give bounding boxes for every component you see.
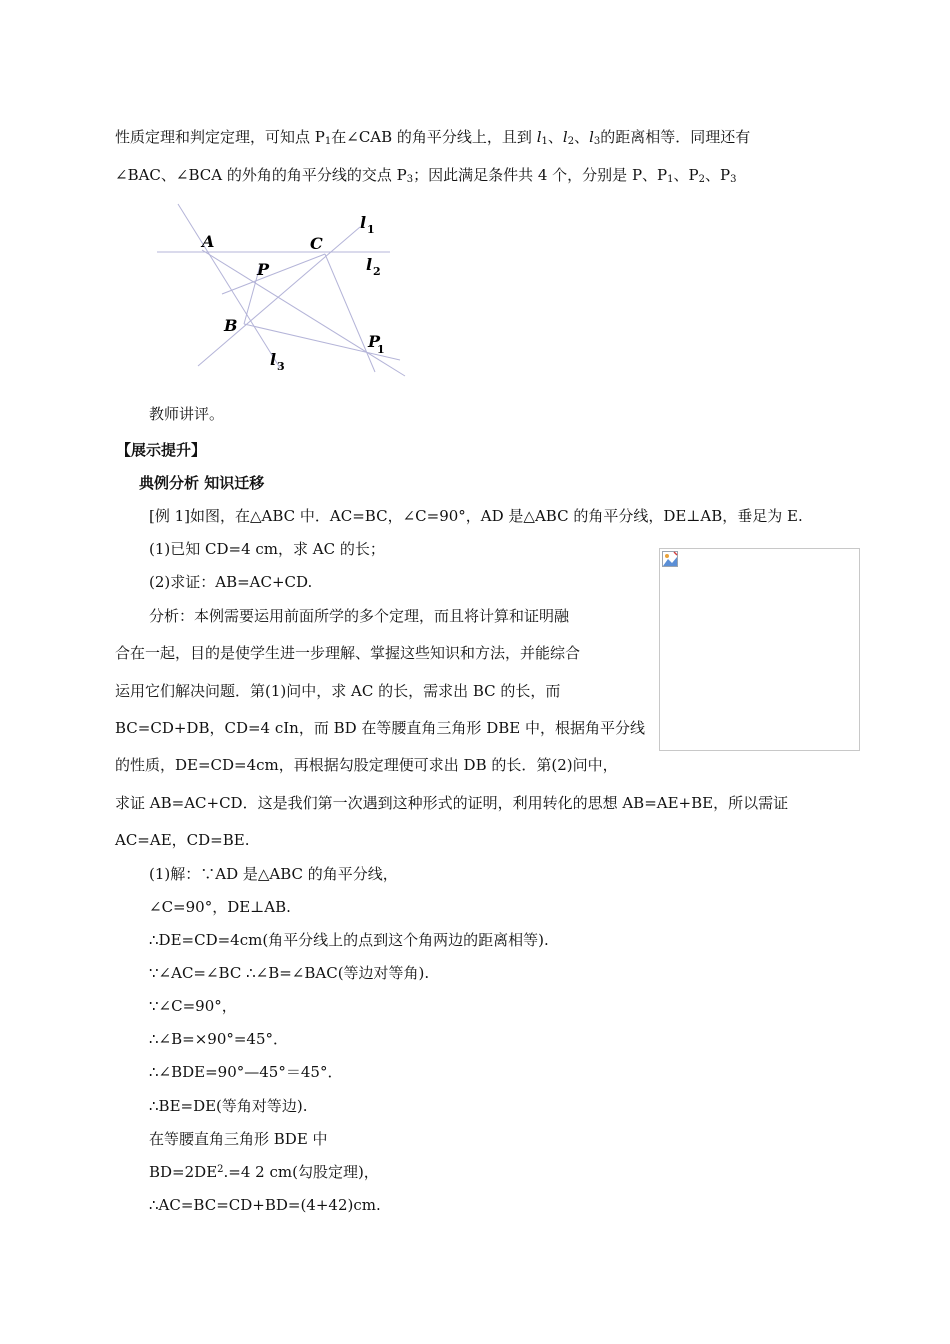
text: 性质定理和判定定理，可知点 P [115, 128, 325, 146]
text: 的距离相等．同理还有 [600, 128, 751, 146]
separator: 、 [547, 128, 563, 146]
subscript: 3 [406, 174, 414, 185]
analysis-line-2: 合在一起，目的是使学生进一步理解、掌握这些知识和方法，并能综合 [115, 644, 581, 662]
line-label-l1: l [536, 128, 542, 146]
separator: 、 [574, 128, 590, 146]
example-question-2: (2)求证：AB=AC+CD. [149, 573, 313, 591]
analysis-line-7: AC=AE，CD=BE. [115, 831, 250, 849]
sub-heading: 典例分析 知识迁移 [139, 474, 265, 492]
solution-step-bd [149, 1162, 379, 1182]
analysis-line-6: 求证 AB=AC+CD．这是我们第一次遇到这种形式的证明，利用转化的思想 AB=AE+BE，所以需证 [115, 794, 789, 812]
text: ∠BAC、∠BCA 的外角的角平分线的交点 P [115, 166, 407, 184]
point-label-c: C [310, 234, 323, 253]
solution-step-4: ∵∠AC=∠BC ∴∠B=∠BAC(等边对等角). [149, 964, 430, 982]
analysis-line-1: 分析：本例需要运用前面所学的多个定理，而且将计算和证明融 [149, 607, 570, 625]
point-label-p1-sub: 1 [377, 343, 385, 356]
geometry-figure [150, 200, 410, 380]
broken-image-icon [662, 551, 678, 567]
line-label-l2-sub: 2 [373, 265, 381, 278]
subscript: 1 [667, 174, 674, 185]
subscript: 1 [324, 136, 332, 147]
solution-step-1: (1)解：∵AD 是△ABC 的角平分线， [149, 865, 398, 883]
analysis-line-3: 运用它们解决问题．第(1)问中，求 AC 的长，需求出 BC 的长，而 [115, 682, 561, 700]
subscript: 2 [698, 174, 705, 185]
solution-step-3: ∴DE=CD=4cm(角平分线上的点到这个角两边的距离相等). [149, 931, 549, 949]
solution-step-9: 在等腰直角三角形 BDE 中 [149, 1130, 328, 1148]
point-label-b: B [224, 316, 238, 335]
solution-step-final: ∴AC=BC=CD+BD=(4+42)cm. [149, 1196, 381, 1214]
line-label-l1: l [360, 213, 367, 232]
line-label-l2: l [366, 255, 373, 274]
line-label-l3: l [270, 350, 277, 369]
text: .=4 2 cm(勾股定理)， [223, 1163, 379, 1181]
text: ；因此满足条件共 4 个，分别是 P、P [413, 166, 668, 184]
analysis-line-5: 的性质，DE=CD=4cm，再根据勾股定理便可求出 DB 的长．第(2)问中， [115, 756, 618, 774]
point-label-a: A [202, 232, 215, 251]
paragraph-line-2 [115, 165, 736, 185]
solution-step-8: ∴BE=DE(等角对等边). [149, 1097, 308, 1115]
subscript: 1 [541, 136, 548, 147]
text: 在∠CAB 的角平分线上，且到 [331, 128, 537, 146]
analysis-line-4: BC=CD+DB，CD=4 cIn，而 BD 在等腰直角三角形 DBE 中，根据角平分线 [115, 719, 645, 737]
subscript: 2 [567, 136, 575, 147]
solution-step-7: ∴∠BDE=90°—45°＝45°． [149, 1063, 343, 1081]
line-label-l3: l [589, 128, 594, 146]
solution-step-2: ∠C=90°，DE⊥AB. [149, 898, 291, 916]
subscript: 3 [593, 136, 601, 147]
figure-image-placeholder [659, 548, 860, 751]
solution-step-5: ∵∠C=90°， [149, 997, 237, 1015]
line-l3 [178, 204, 280, 368]
solution-step-6: ∴∠B=×90°=45°． [149, 1030, 289, 1048]
example-title: [例 1]如图，在△ABC 中．AC=BC，∠C=90°，AD 是△ABC 的角平分线，DE⊥AB，垂足为 E. [149, 507, 803, 525]
point-label-p: P [257, 260, 270, 279]
text: BD=2DE [149, 1163, 218, 1181]
subscript: 3 [730, 174, 737, 185]
teacher-comment: 教师讲评。 [149, 405, 225, 423]
superscript: 2 [217, 1164, 224, 1175]
line-cp [222, 254, 325, 294]
line-label-l2: l [562, 128, 568, 146]
text: 、P [673, 166, 699, 184]
paragraph-line-1 [115, 127, 750, 147]
section-heading: 【展示提升】 [116, 441, 207, 459]
point-label-p1: P [368, 332, 381, 351]
line-label-l3-sub: 3 [277, 360, 285, 373]
example-question-1: (1)已知 CD=4 cm，求 AC 的长； [149, 540, 385, 558]
line-label-l1-sub: 1 [367, 223, 375, 236]
text: 、P [704, 166, 731, 184]
